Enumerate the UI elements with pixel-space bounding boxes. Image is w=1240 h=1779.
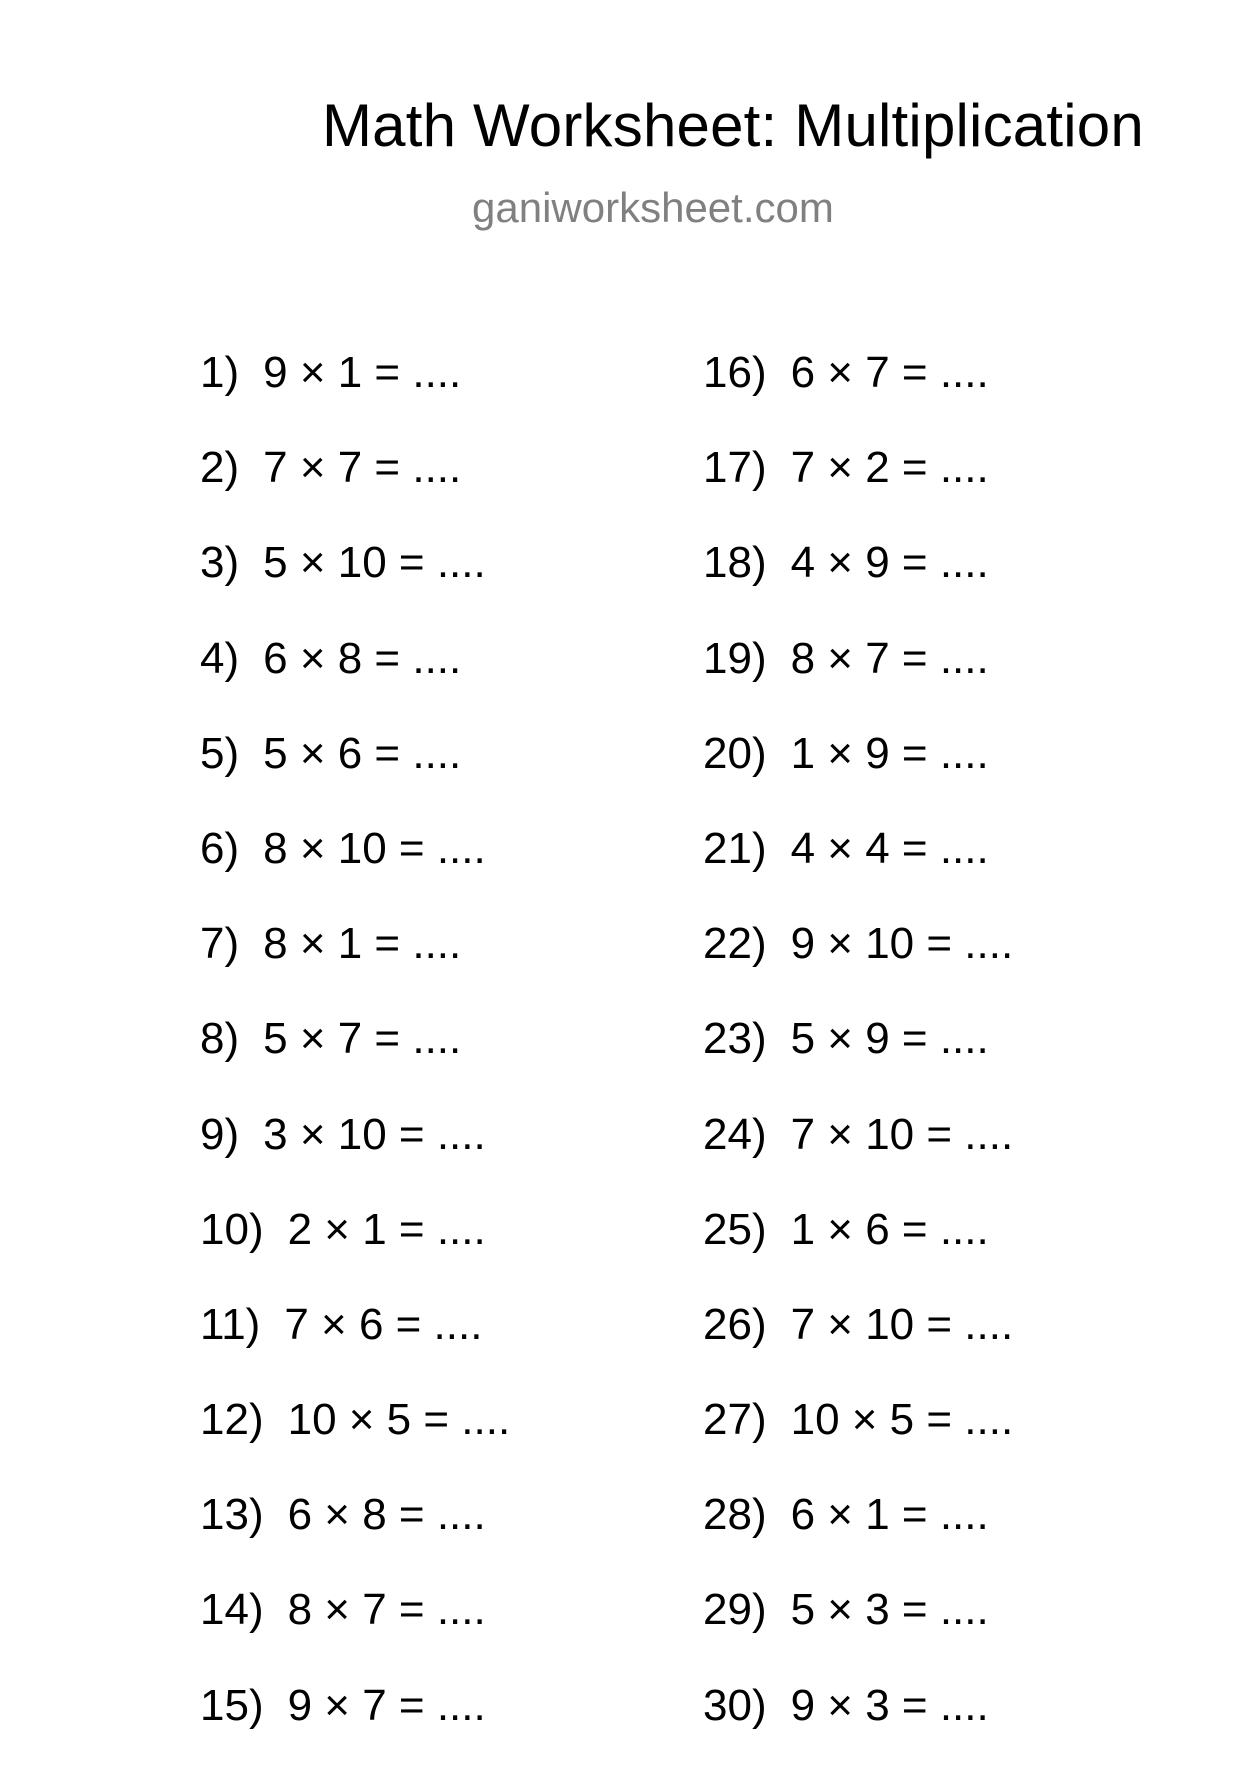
problem-item [703, 1204, 1013, 1303]
problem-expression: 8 × 7 = .... [287, 1585, 486, 1635]
problem-expression: 8 × 7 = .... [790, 633, 989, 683]
problem-item [200, 633, 510, 732]
problem-number: 18) [703, 538, 767, 588]
problem-item [200, 1585, 510, 1683]
problem-item [703, 443, 1013, 541]
problem-number: 20) [703, 728, 767, 778]
problem-expression: 6 × 7 = .... [790, 348, 989, 397]
problem-expression: 4 × 9 = .... [790, 538, 989, 588]
problem-item [703, 1395, 1014, 1493]
problem-number: 24) [703, 1109, 767, 1159]
problem-number: 16) [703, 348, 767, 397]
problem-item [703, 1490, 1013, 1588]
problem-number: 1) [200, 348, 240, 397]
problem-number: 25) [703, 1204, 767, 1254]
problem-item [200, 1204, 510, 1303]
problem-expression: 5 × 9 = .... [790, 1014, 989, 1064]
problem-column-left [200, 348, 511, 1779]
problem-item [703, 633, 1013, 732]
problem-item [200, 728, 510, 827]
problem-number: 26) [703, 1299, 767, 1349]
problem-expression: 7 × 10 = .... [790, 1109, 1014, 1159]
problem-item [200, 1395, 511, 1493]
problem-item [200, 1299, 510, 1398]
problem-expression: 7 × 10 = .... [790, 1299, 1014, 1349]
worksheet-title: Math Worksheet: Multiplication [322, 92, 1144, 159]
problem-item [703, 1014, 1013, 1112]
problem-item [200, 348, 510, 446]
problem-item [200, 538, 510, 636]
problem-expression: 1 × 6 = .... [790, 1204, 989, 1254]
problem-expression: 5 × 3 = .... [790, 1585, 989, 1635]
problem-expression: 4 × 4 = .... [790, 823, 989, 873]
problem-number: 9) [200, 1109, 240, 1159]
problem-expression: 5 × 10 = .... [263, 538, 486, 588]
problem-item [703, 823, 1013, 922]
problem-item [200, 919, 510, 1017]
problem-expression: 10 × 5 = .... [790, 1395, 1014, 1445]
problem-number: 27) [703, 1395, 767, 1445]
problem-number: 21) [703, 823, 767, 873]
problem-expression: 10 × 5 = .... [287, 1395, 511, 1445]
problem-expression: 5 × 7 = .... [263, 1014, 462, 1064]
problem-number: 29) [703, 1585, 767, 1635]
problem-number: 15) [200, 1680, 264, 1730]
problem-item [703, 1299, 1014, 1398]
problem-number: 14) [200, 1585, 264, 1635]
problem-expression: 2 × 1 = .... [287, 1204, 486, 1254]
problem-item [200, 1014, 510, 1112]
problem-number: 23) [703, 1014, 767, 1064]
problem-item [703, 1109, 1014, 1208]
problem-item [200, 443, 510, 541]
problem-expression: 6 × 8 = .... [263, 633, 462, 683]
problem-number: 5) [200, 728, 240, 778]
problem-expression: 9 × 3 = .... [790, 1680, 989, 1730]
problem-number: 19) [703, 633, 767, 683]
problem-expression: 7 × 2 = .... [790, 443, 989, 493]
problem-number: 22) [703, 919, 767, 969]
problem-expression: 7 × 6 = .... [284, 1299, 483, 1349]
problem-item [200, 823, 510, 922]
problem-number: 8) [200, 1014, 240, 1064]
problem-number: 2) [200, 443, 240, 493]
problem-item [200, 1109, 510, 1208]
problem-expression: 7 × 7 = .... [263, 443, 462, 493]
problem-expression: 9 × 7 = .... [287, 1680, 486, 1730]
problem-expression: 8 × 1 = .... [263, 919, 462, 969]
problem-item [703, 919, 1014, 1017]
problem-item [703, 1680, 1013, 1779]
problem-number: 7) [200, 919, 240, 969]
problem-expression: 6 × 1 = .... [790, 1490, 989, 1540]
problem-column-right [703, 348, 1014, 1779]
problem-number: 17) [703, 443, 767, 493]
problem-expression: 9 × 10 = .... [790, 919, 1014, 969]
website-credit: ganiworksheet.com [472, 184, 834, 231]
problem-number: 6) [200, 823, 240, 873]
problem-number: 12) [200, 1395, 264, 1445]
problem-number: 4) [200, 633, 240, 683]
problem-number: 30) [703, 1680, 767, 1730]
problem-expression: 9 × 1 = .... [263, 348, 462, 397]
problem-number: 10) [200, 1204, 264, 1254]
problem-expression: 1 × 9 = .... [790, 728, 989, 778]
problem-item [703, 538, 1013, 636]
problem-expression: 3 × 10 = .... [263, 1109, 486, 1159]
problem-item [200, 1490, 510, 1588]
problem-number: 28) [703, 1490, 767, 1540]
problem-item [703, 348, 1013, 446]
problem-item [703, 1585, 1013, 1683]
problem-number: 13) [200, 1490, 264, 1540]
problem-expression: 5 × 6 = .... [263, 728, 462, 778]
problem-number: 3) [200, 538, 240, 588]
problem-expression: 6 × 8 = .... [287, 1490, 486, 1540]
problem-item [200, 1680, 510, 1779]
problem-number: 11) [200, 1299, 261, 1349]
problem-item [703, 728, 1013, 827]
problem-expression: 8 × 10 = .... [263, 823, 486, 873]
